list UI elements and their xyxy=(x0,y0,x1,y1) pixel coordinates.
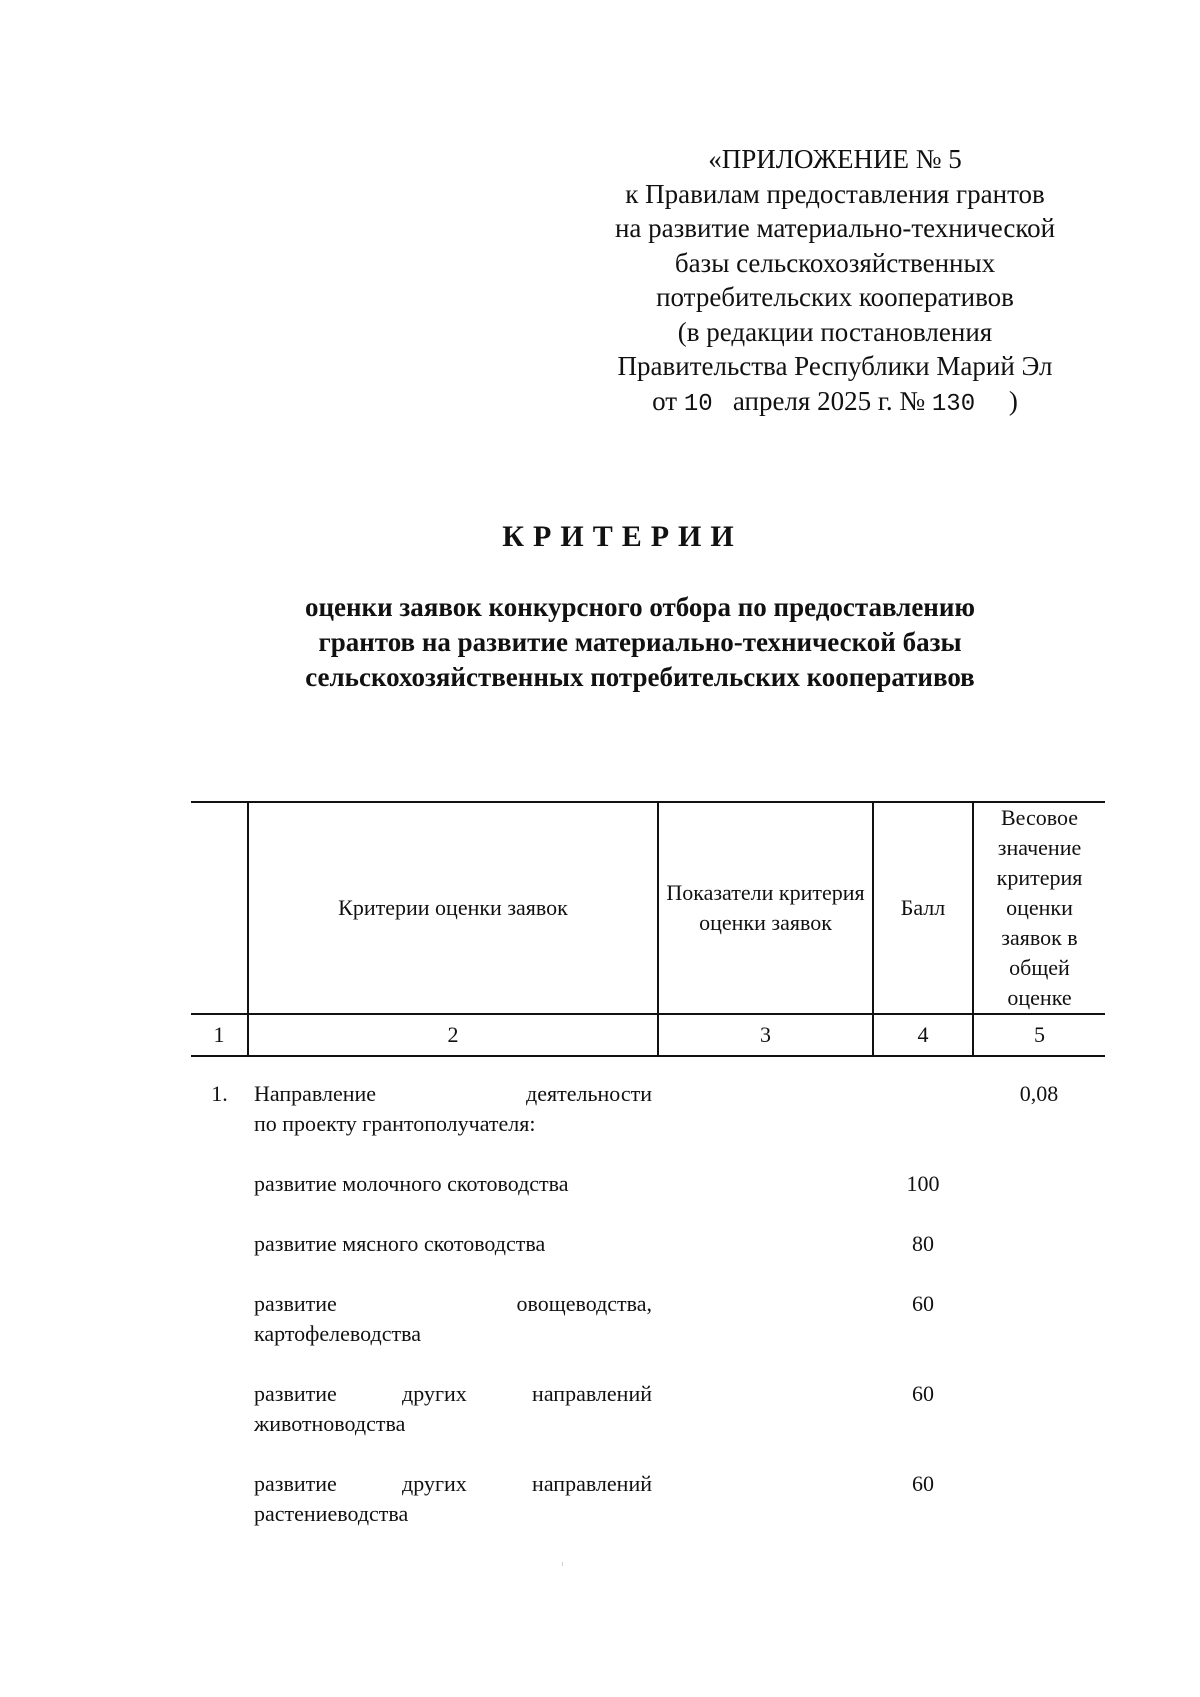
criterion-line: Направление деятельности xyxy=(254,1081,652,1106)
table-row xyxy=(191,1439,1105,1529)
score-cell: 80 xyxy=(912,1231,934,1256)
date-middle: апреля 2025 г. № xyxy=(732,385,926,416)
number-cell xyxy=(191,1259,248,1349)
column-number: 3 xyxy=(658,1014,873,1056)
header-score: Балл xyxy=(873,802,973,1014)
indicator-cell xyxy=(658,1139,873,1199)
item-label-line: развитие молочного скотоводства xyxy=(254,1171,569,1196)
appendix-line: Правительства Республики Марий Эл xyxy=(617,351,1053,381)
score-cell: 60 xyxy=(912,1381,934,1406)
number-cell xyxy=(191,1439,248,1529)
weight-cell: 0,08 xyxy=(1019,1081,1059,1106)
indicator-cell xyxy=(658,1349,873,1439)
number-cell xyxy=(191,1199,248,1259)
number-cell xyxy=(191,1349,248,1439)
appendix-line: на развитие материально-технической xyxy=(614,213,1056,243)
item-label xyxy=(248,1199,658,1259)
item-label xyxy=(248,1349,658,1439)
resolution-day: 10 xyxy=(683,390,713,418)
section-criterion xyxy=(248,1056,658,1139)
document-title: КРИТЕРИИ xyxy=(502,520,743,553)
criteria-table xyxy=(191,801,1105,1529)
column-number: 5 xyxy=(973,1014,1105,1056)
column-number: 4 xyxy=(873,1014,973,1056)
date-prefix: от xyxy=(652,385,684,416)
score-cell: 100 xyxy=(906,1171,940,1196)
item-label-line: растениеводства xyxy=(254,1501,409,1526)
indicator-cell xyxy=(658,1056,873,1139)
score-cell: 60 xyxy=(912,1291,934,1316)
table-row xyxy=(191,1199,1105,1259)
weight-cell xyxy=(973,1139,1105,1199)
subtitle-line: оценки заявок конкурсного отбора по предоставлению xyxy=(304,592,976,622)
item-label xyxy=(248,1439,658,1529)
header-criteria: Критерии оценки заявок xyxy=(248,802,658,1014)
criterion-line: по проекту грантополучателя: xyxy=(254,1111,536,1136)
date-suffix: ) xyxy=(1008,385,1018,416)
weight-cell xyxy=(973,1259,1105,1349)
appendix-line: к Правилам предоставления грантов xyxy=(625,178,1045,209)
appendix-header xyxy=(600,142,1070,422)
appendix-line: потребительских кооперативов xyxy=(656,282,1014,312)
weight-cell xyxy=(973,1349,1105,1439)
item-label-line: развитие мясного скотоводства xyxy=(254,1231,546,1256)
item-label xyxy=(248,1139,658,1199)
item-label-line: развитие других направлений xyxy=(254,1381,652,1406)
appendix-line: «ПРИЛОЖЕНИЕ № 5 xyxy=(708,144,962,174)
table-row xyxy=(191,1139,1105,1199)
subtitle-line: сельскохозяйственных потребительских кооперативов xyxy=(305,662,975,692)
item-label-line: развитие других направлений xyxy=(254,1471,652,1496)
resolution-number: 130 xyxy=(931,390,976,418)
item-label-line: развитие овощеводства, xyxy=(254,1291,652,1316)
indicator-cell xyxy=(658,1199,873,1259)
indicator-cell xyxy=(658,1439,873,1529)
document-subtitle xyxy=(240,590,1040,695)
header-number xyxy=(191,802,248,1014)
appendix-line: базы сельскохозяйственных xyxy=(674,247,996,278)
subtitle-line: грантов на развитие материально-технической базы xyxy=(318,627,962,657)
scan-artifact xyxy=(562,1562,563,1566)
item-label-line: картофелеводства xyxy=(254,1321,421,1346)
indicator-cell xyxy=(658,1259,873,1349)
weight-cell xyxy=(973,1199,1105,1259)
header-indicators: Показатели критерия оценки заявок xyxy=(658,802,873,1014)
section-number: 1. xyxy=(211,1081,228,1106)
table-row xyxy=(191,1349,1105,1439)
resolution-date-line xyxy=(600,384,1070,423)
item-label xyxy=(248,1259,658,1349)
number-cell xyxy=(191,1139,248,1199)
table-row xyxy=(191,1056,1105,1139)
appendix-line: (в редакции постановления xyxy=(677,316,993,347)
score-cell: 60 xyxy=(912,1471,934,1496)
column-number: 2 xyxy=(248,1014,658,1056)
column-number-row xyxy=(191,1014,1105,1056)
item-label-line: животноводства xyxy=(254,1411,406,1436)
weight-cell xyxy=(973,1439,1105,1529)
table-row xyxy=(191,1259,1105,1349)
header-weight: Весовое значение критерия оценки заявок в общей оценке xyxy=(973,802,1105,1014)
score-cell xyxy=(873,1056,973,1139)
column-number: 1 xyxy=(191,1014,248,1056)
table-header-row xyxy=(191,802,1105,1014)
